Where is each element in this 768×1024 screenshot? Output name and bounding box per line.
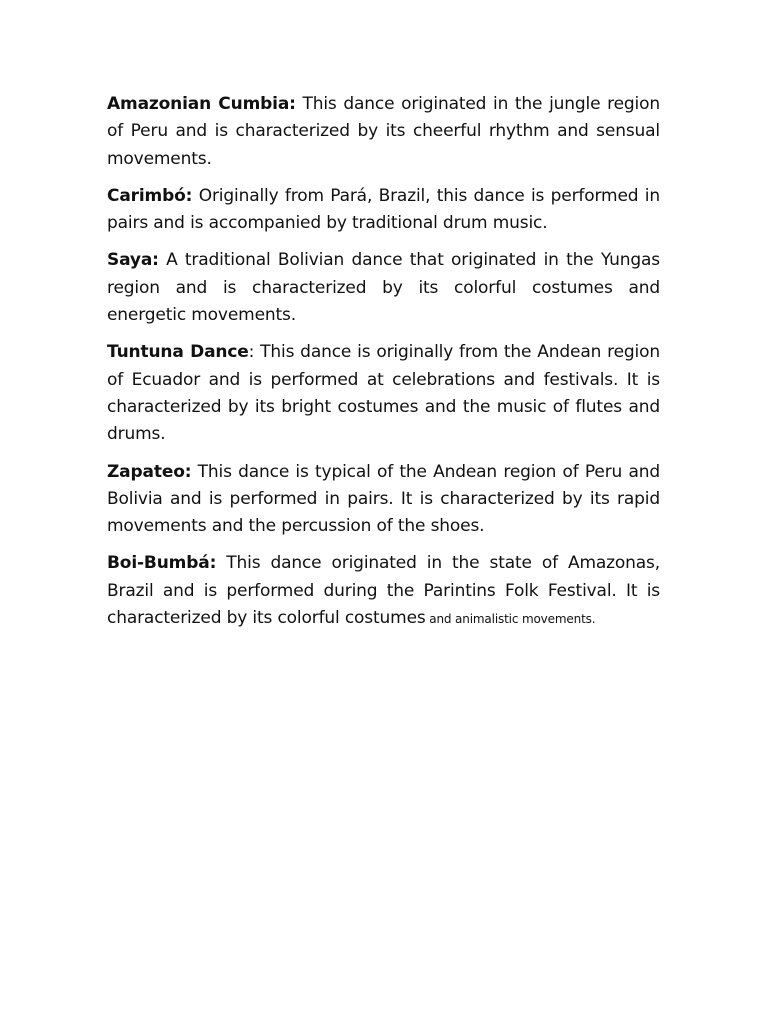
- entry-term: Saya:: [107, 250, 159, 271]
- entry-text: : This dance is originally from the Andean region of Ecuador and is performed at celebrations and festivals. It is characterized by its bright costumes and the music of flutes and drums.: [107, 342, 660, 445]
- entry-tuntuna-dance: [107, 339, 660, 448]
- entry-term: Amazonian Cumbia:: [107, 94, 296, 114]
- entry-text: This dance is typical of the Andean region of Peru and Bolivia and is performed in pairs. It is characterized by its rapid movements and the percussion of the shoes.: [107, 461, 660, 537]
- entry-text: A traditional Bolivian dance that originated in the Yungas region and is characterized by its colorful costumes and energetic movements.: [107, 250, 660, 326]
- entry-text: This dance originated in the state of Amazonas, Brazil and is performed during the Parintins Folk Festival. It is characterized by its colorful costumes: [107, 553, 660, 629]
- entry-zapateo: [107, 459, 660, 541]
- entry-small-text: and animalistic movements.: [425, 612, 596, 627]
- entry-term: Carimbó:: [107, 185, 193, 206]
- entry-term: Boi-Bumbá:: [107, 553, 217, 574]
- entry-carimbo: [107, 183, 660, 238]
- entry-saya: [107, 247, 660, 329]
- entry-text: Originally from Pará, Brazil, this dance is performed in pairs and is accompanied by traditional drum music.: [107, 185, 660, 234]
- entry-amazonian-cumbia: [107, 91, 660, 173]
- entry-boi-bumba: [107, 550, 660, 633]
- entry-text: This dance originated in the jungle region of Peru and is characterized by its cheerful rhythm and sensual movements.: [107, 94, 660, 169]
- document-page: [107, 91, 660, 643]
- entry-term: Tuntuna Dance: [107, 342, 249, 363]
- entry-term: Zapateo:: [107, 461, 192, 482]
